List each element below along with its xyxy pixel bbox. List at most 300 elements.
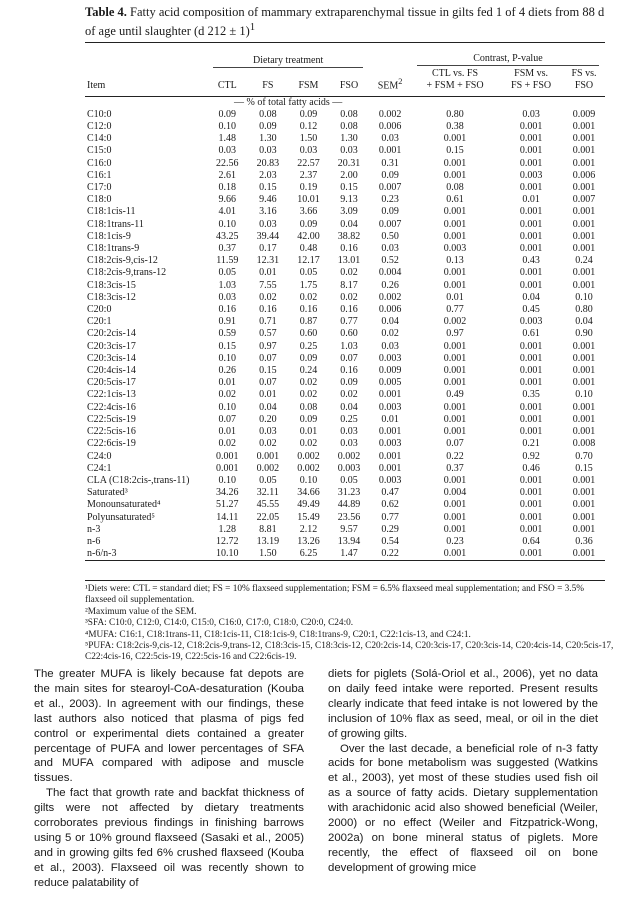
contrast-3-cell: 0.009 [572,108,596,120]
ctl-cell: 0.10 [218,218,237,230]
contrast-1-cell: 0.001 [443,426,467,438]
item-cell: C20:1 [87,316,112,328]
ctl-cell: 10.10 [216,548,239,560]
contrast-2-cell: 0.03 [522,108,540,120]
contrast-1-cell: 0.001 [443,340,467,352]
contrast-3-cell: 0.001 [572,474,596,486]
contrast-3-cell: 0.90 [575,328,593,340]
fsm-cell: 0.48 [299,243,318,255]
contrast-3-cell: 0.001 [572,206,596,218]
fs-cell: 0.16 [259,304,277,316]
item-cell: C18:3cis-12 [87,291,136,303]
contrast-3-cell: 0.001 [572,365,596,377]
fso-cell: 9.57 [340,523,358,535]
fso-cell: 13.01 [337,255,361,267]
table-row [85,389,605,401]
sem-cell: 0.26 [381,279,399,291]
contrast-3-cell: 0.001 [572,511,596,523]
ctl-cell: 0.03 [218,145,237,157]
ctl-cell: 2.61 [218,169,237,181]
contrast-2-cell: 0.001 [519,365,543,377]
contrast-1-cell: 0.001 [443,133,467,145]
sem-cell: 0.09 [381,206,399,218]
fso-cell: 0.16 [340,365,358,377]
contrast-3-cell: 0.10 [575,389,593,401]
ctl-cell: 0.59 [218,328,237,340]
ctl-cell: 0.16 [218,304,237,316]
contrast-1-cell: 0.001 [443,279,467,291]
contrast-3-cell: 0.001 [572,230,596,242]
fsm-cell: 12.17 [297,255,320,267]
item-cell: C22:5cis-16 [87,426,136,438]
table-row [85,280,605,292]
fsm-cell: 2.12 [299,523,318,535]
fsm-cell: 0.60 [299,328,318,340]
sem-cell: 0.01 [381,413,399,425]
fso-cell: 2.00 [340,169,358,181]
contrast-2-cell: 0.61 [522,328,540,340]
contrast-3-cell: 0.001 [572,413,596,425]
contrast-1-cell: 0.001 [443,548,467,560]
table-row [85,438,605,450]
contrast-2-cell: 0.001 [519,230,543,242]
table-row [85,475,605,487]
fs-cell: 12.31 [256,255,280,267]
contrast-header: Contrast, P-value [417,53,599,66]
sem-cell: 0.001 [378,450,402,462]
fsm-cell: 0.12 [299,121,318,133]
contrast-2-cell: 0.001 [519,206,543,218]
item-cell: C22:4cis-16 [87,401,136,413]
footnote: ³SFA: C10:0, C12:0, C14:0, C15:0, C16:0, C17:0, C18:0, C20:0, C24:0. [85,618,354,629]
ctl-cell: 0.01 [218,426,237,438]
table-row [85,365,605,377]
fso-cell: 0.03 [340,145,358,157]
fs-cell: 0.01 [259,389,277,401]
table-row [85,170,605,182]
sem-cell: 0.003 [378,474,402,486]
item-cell: C17:0 [87,182,112,194]
sem-cell: 0.006 [378,121,402,133]
contrast-2-cell: 0.001 [519,352,543,364]
sem-cell: 0.007 [378,218,402,230]
table-row [85,219,605,231]
sem-cell: 0.006 [378,304,402,316]
table-row [85,255,605,267]
contrast-3-cell: 0.001 [572,426,596,438]
fs-cell: 0.97 [259,340,277,352]
table-row [85,121,605,133]
fsm-cell: 0.03 [299,145,318,157]
contrast-3-cell: 0.001 [572,548,596,560]
contrast-1-cell: 0.002 [443,316,467,328]
contrast-2-cell: 0.45 [522,304,540,316]
contrast-2-cell: 0.001 [519,499,543,511]
sem-cell: 0.29 [381,523,399,535]
contrast-2-cell: 0.21 [522,438,540,450]
fsm-cell: 3.66 [299,206,318,218]
contrast-3-cell: 0.001 [572,243,596,255]
fso-cell: 0.77 [340,316,358,328]
contrast-1-cell: 0.001 [443,511,467,523]
contrast-3-cell: 0.80 [575,304,593,316]
contrast-1-cell: 0.004 [443,487,467,499]
contrast-2-cell: 0.001 [519,523,543,535]
ctl-cell: 0.03 [218,291,237,303]
fs-cell: 0.71 [259,316,277,328]
fso-cell: 0.15 [340,182,358,194]
fsm-cell: 2.37 [299,169,318,181]
item-cell: C20:3cis-17 [87,340,136,352]
sem-cell: 0.23 [381,194,399,206]
fsm-cell: 42.00 [297,230,320,242]
fs-cell: 13.19 [256,535,280,547]
ctl-cell: 0.001 [216,462,239,474]
sem-cell: 0.001 [378,389,402,401]
footnote: ⁴MUFA: C16:1, C18:1trans-11, C18:1cis-11, C18:1cis-9, C18:1trans-9, C20:1, C22:1cis-13, and C24:1. [85,629,471,640]
fs-cell: 7.55 [259,279,277,291]
item-cell: C22:5cis-19 [87,413,136,425]
table-header-row-2 [85,68,605,96]
sem-cell: 0.31 [381,157,399,169]
sem-cell: 0.09 [381,169,399,181]
contrast-1-cell: 0.001 [443,352,467,364]
sem-cell: 0.001 [378,145,402,157]
contrast-3-cell: 0.04 [575,316,593,328]
table-body [85,109,605,561]
sem-cell: 0.003 [378,438,402,450]
unit-label: — % of total fatty acids — [234,96,343,108]
contrast-1-cell: 0.001 [443,267,467,279]
item-cell: n-3 [87,523,101,535]
contrast-2-cell: 0.001 [519,267,543,279]
ctl-cell: 0.91 [218,316,237,328]
item-cell: C14:0 [87,133,112,145]
sem-cell: 0.04 [381,316,399,328]
table-row [85,292,605,304]
contrast-3-cell: 0.001 [572,523,596,535]
contrast-1-cell: 0.38 [446,121,464,133]
contrast-2-cell: 0.001 [519,279,543,291]
fs-cell: 39.44 [256,230,280,242]
item-cell: n-6 [87,535,101,547]
ctl-cell: 11.59 [216,255,239,267]
contrast-2-cell: 0.001 [519,511,543,523]
fs-cell: 0.08 [259,108,277,120]
fso-cell: 0.002 [337,450,361,462]
sem-cell: 0.47 [381,487,399,499]
table-row [85,109,605,121]
contrast-3-cell: 0.001 [572,145,596,157]
fs-cell: 0.07 [259,377,277,389]
contrast-2-cell: 0.001 [519,218,543,230]
sem-cell: 0.007 [378,182,402,194]
table-row [85,133,605,145]
contrast-3-cell: 0.001 [572,267,596,279]
ctl-cell: 0.001 [216,450,239,462]
contrast-1-cell: 0.22 [446,450,464,462]
table-row [85,341,605,353]
fso-cell: 0.04 [340,218,358,230]
contrast-1-cell: 0.08 [446,182,464,194]
fs-cell: 0.03 [259,145,277,157]
contrast-1-cell: 0.23 [446,535,464,547]
contrast-1-cell: 0.001 [443,157,467,169]
contrast-2-cell: 0.001 [519,487,543,499]
ctl-cell: 43.25 [216,230,239,242]
contrast-2-cell: 0.46 [522,462,540,474]
fsm-cell: 0.02 [299,377,318,389]
fs-cell: 0.02 [259,291,277,303]
item-cell: C18:1trans-9 [87,243,140,255]
sem-cell: 0.22 [381,548,399,560]
ctl-cell: 14.11 [216,511,239,523]
fsm-cell: 0.09 [299,108,318,120]
item-cell: Polyunsaturated⁵ [87,511,155,523]
sem-header: SEM$^2$ [377,77,403,92]
fs-cell: 9.46 [259,194,277,206]
table-caption [85,5,605,39]
fso-cell: 0.60 [340,328,358,340]
ctl-cell: 0.07 [218,413,237,425]
item-cell: C20:2cis-14 [87,328,136,340]
fso-cell: 0.08 [340,108,358,120]
contrast-2-cell: 0.64 [522,535,540,547]
fso-cell: 20.31 [337,157,361,169]
table-row [85,377,605,389]
contrast-1-cell: 0.001 [443,365,467,377]
table-row [85,414,605,426]
contrast-1-cell: 0.37 [446,462,464,474]
item-cell: C20:5cis-17 [87,377,136,389]
sem-cell: 0.002 [378,108,402,120]
contrast-1-cell: 0.07 [446,438,464,450]
table-row [85,316,605,328]
item-cell: C18:2cis-9,cis-12 [87,255,158,267]
sem-cell: 0.003 [378,401,402,413]
contrast-1-cell: 0.001 [443,218,467,230]
fsm-cell: 13.26 [297,535,320,547]
contrast-3-cell: 0.001 [572,499,596,511]
fso-cell: 0.02 [340,291,358,303]
fs-cell: 45.55 [256,499,280,511]
table-row [85,463,605,475]
ctl-cell: 34.26 [216,487,239,499]
fs-cell: 0.01 [259,267,277,279]
sem-cell: 0.02 [381,328,399,340]
fsm-cell: 0.09 [299,413,318,425]
fs-cell: 22.05 [256,511,280,523]
sem-cell: 0.03 [381,133,399,145]
table-row [85,267,605,279]
item-cell: C10:0 [87,108,112,120]
table-footnotes [85,584,615,664]
contrast-3-cell: 0.001 [572,377,596,389]
sem-cell: 0.005 [378,377,402,389]
contrast-1-cell: 0.13 [446,255,464,267]
contrast-1-cell: 0.01 [446,291,464,303]
fsm-cell: 0.25 [299,340,318,352]
contrast-2-cell: 0.43 [522,255,540,267]
fsm-cell: 0.01 [299,426,318,438]
contrast-2-cell: 0.001 [519,121,543,133]
fsm-cell: 1.50 [299,133,318,145]
fso-cell: 31.23 [337,487,361,499]
contrast-3-cell: 0.001 [572,218,596,230]
footnote: ¹Diets were: CTL = standard diet; FS = 10% flaxseed supplementation; FSM = 6.5% flaxseed meal supplementation; and FSO = 3.5% flaxseed oil supplementation. [85,584,585,606]
fs-cell: 0.03 [259,218,277,230]
fs-cell: 0.03 [259,426,277,438]
ctl-cell: 0.15 [218,340,237,352]
fsm-cell: 0.02 [299,389,318,401]
fs-cell: 0.09 [259,121,277,133]
fso-cell: 1.47 [340,548,358,560]
item-cell: C20:0 [87,304,112,316]
sem-cell: 0.03 [381,340,399,352]
contrast-2-cell: 0.003 [519,169,543,181]
fso-cell: 13.94 [337,535,361,547]
body-column-right [328,667,598,876]
ctl-cell: 0.10 [218,401,237,413]
contrast-3-cell: 0.001 [572,133,596,145]
sem-cell: 0.54 [381,535,399,547]
fso-cell: 38.82 [337,230,361,242]
fso-cell: 23.56 [337,511,361,523]
contrast-1-header: CTL vs. FS + FSM + FSO [426,68,484,92]
fso-cell: 0.04 [340,401,358,413]
fsm-cell: 0.24 [299,365,318,377]
item-cell: CLA (C18:2cis-,trans-11) [87,474,190,486]
ctl-cell: 0.02 [218,438,237,450]
contrast-3-cell: 0.008 [572,438,596,450]
item-cell: C18:3cis-15 [87,279,136,291]
ctl-cell: 1.28 [218,523,237,535]
table-row [85,536,605,548]
contrast-1-cell: 0.15 [446,145,464,157]
item-cell: C16:1 [87,169,112,181]
item-cell: C18:0 [87,194,112,206]
fsm-cell: 34.66 [297,487,320,499]
contrast-3-cell: 0.001 [572,121,596,133]
contrast-2-cell: 0.001 [519,133,543,145]
item-header: Item [87,80,106,92]
contrast-2-cell: 0.001 [519,243,543,255]
ctl-cell: 0.10 [218,474,237,486]
contrast-1-cell: 0.77 [446,304,464,316]
contrast-1-cell: 0.61 [446,194,464,206]
fsm-cell: 0.02 [299,438,318,450]
table-row [85,402,605,414]
table-row [85,304,605,316]
item-cell: C20:4cis-14 [87,365,136,377]
fso-header: FSO [339,80,359,92]
table-row [85,182,605,194]
fs-cell: 0.05 [259,474,277,486]
contrast-3-cell: 0.007 [572,194,596,206]
fs-cell: 0.15 [259,365,277,377]
ctl-cell: 0.37 [218,243,237,255]
contrast-2-cell: 0.001 [519,426,543,438]
contrast-2-cell: 0.01 [522,194,540,206]
contrast-1-cell: 0.001 [443,377,467,389]
item-cell: C18:1trans-11 [87,218,144,230]
body-paragraph: diets for piglets (Solá-Oriol et al., 2006), yet no data on daily feed intake were reported. Present results clearly indicate that feed intake is not lowered by the inclusion of 10% flax as seed, meal, or oil in the diet of growing gilts. [328,668,598,740]
fso-cell: 0.03 [340,426,358,438]
fs-cell: 20.83 [256,157,280,169]
contrast-3-cell: 0.24 [575,255,593,267]
contrast-3-cell: 0.36 [575,535,593,547]
item-cell: C12:0 [87,121,112,133]
item-cell: C16:0 [87,157,112,169]
fs-cell: 1.50 [259,548,277,560]
ctl-cell: 4.01 [218,206,237,218]
unit-row [85,96,605,109]
sem-cell: 0.002 [378,291,402,303]
sem-cell: 0.50 [381,230,399,242]
contrast-2-cell: 0.001 [519,413,543,425]
fso-cell: 0.02 [340,267,358,279]
contrast-3-cell: 0.70 [575,450,593,462]
fso-cell: 0.16 [340,243,358,255]
table-row [85,158,605,170]
sem-cell: 0.62 [381,499,399,511]
contrast-1-cell: 0.001 [443,499,467,511]
fs-header: FS [262,80,274,92]
sem-cell: 0.004 [378,267,402,279]
item-cell: n-6/n-3 [87,548,117,560]
ctl-cell: 0.05 [218,267,237,279]
table-bottom-rule [85,580,605,581]
fso-cell: 0.16 [340,304,358,316]
fsm-cell: 0.09 [299,218,318,230]
ctl-cell: 0.02 [218,389,237,401]
fsm-cell: 0.09 [299,352,318,364]
fsm-cell: 0.16 [299,304,318,316]
footnote: ⁵PUFA: C18:2cis-9,cis-12, C18:2cis-9,trans-12, C18:3cis-15, C18:3cis-12, C20:2cis-14, C20:3cis-17, C20:3cis-14, C20:4cis-14, C20:5cis-17, C22:4cis-16, C22:5cis-19, C22:5cis-16 and C22:6cis-19. [85,641,614,663]
contrast-3-header: FS vs. FSO [571,68,597,92]
contrast-1-cell: 0.97 [446,328,464,340]
contrast-2-cell: 0.92 [522,450,540,462]
contrast-1-cell: 0.49 [446,389,464,401]
item-cell: C20:3cis-14 [87,352,136,364]
fso-cell: 0.02 [340,389,358,401]
table-row [85,451,605,463]
fso-cell: 0.25 [340,413,358,425]
contrast-2-header: FSM vs. FS + FSO [511,68,552,92]
fso-cell: 1.03 [340,340,358,352]
contrast-1-cell: 0.001 [443,413,467,425]
fsm-cell: 0.002 [297,450,320,462]
fsm-cell: 6.25 [299,548,318,560]
item-cell: C18:2cis-9,trans-12 [87,267,167,279]
body-paragraph: The greater MUFA is likely because fat depots are the main sites for stearoyl-CoA-desaturation (Kouba et al., 2003). In agreement with our findings, these last authors also noticed that plasma of pigs fed control or experimental diets contained a greater percentage of PUFA and lower percentages of SFA and MUFA compared with adipose and muscle tissues. [34,668,304,785]
ctl-cell: 51.27 [216,499,239,511]
footnote: ²Maximum value of the SEM. [85,606,197,617]
fs-cell: 2.03 [259,169,277,181]
ctl-cell: 12.72 [216,535,239,547]
ctl-cell: 0.10 [218,352,237,364]
contrast-3-cell: 0.001 [572,487,596,499]
sem-cell: 0.77 [381,511,399,523]
item-cell: Saturated³ [87,487,128,499]
fso-cell: 0.03 [340,438,358,450]
table-row [85,243,605,255]
body-column-left [34,667,304,891]
caption-footnote-mark: 1 [249,22,256,33]
item-cell: C24:0 [87,450,112,462]
ctl-cell: 0.01 [218,377,237,389]
fso-cell: 8.17 [340,279,358,291]
